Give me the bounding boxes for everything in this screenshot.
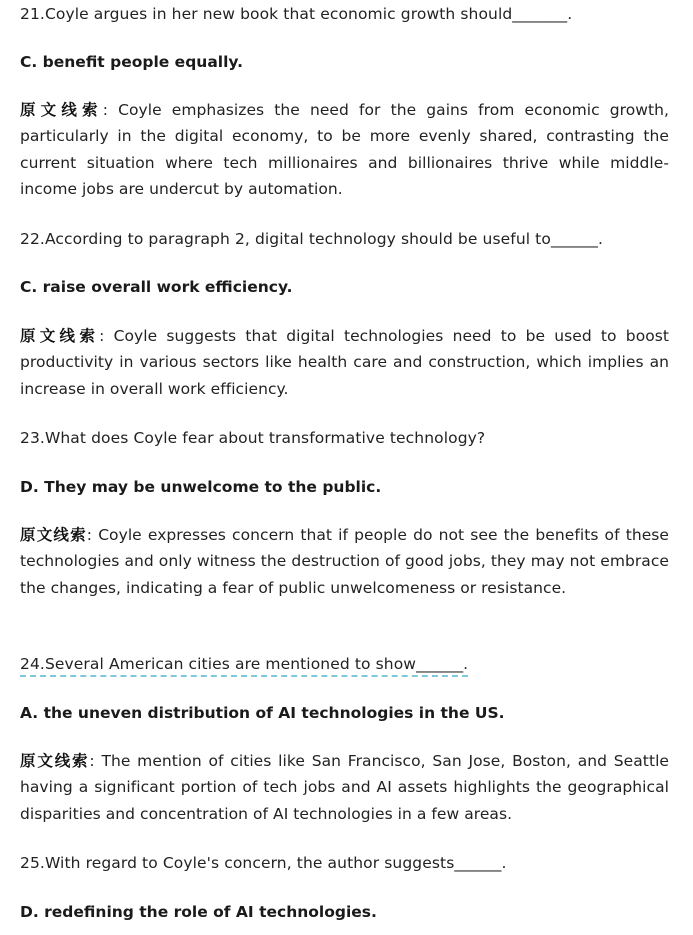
question-21: 21.Coyle argues in her new book that economic growth should_______.: [20, 5, 573, 23]
clue-label: 原文线索: [20, 752, 90, 770]
clue-24: [20, 748, 669, 827]
clue-separator: :: [89, 752, 102, 770]
clue-label: 原文线索: [20, 526, 87, 544]
clue-label: 原文线索: [20, 327, 100, 345]
answer-21: C. benefit people equally.: [20, 53, 243, 71]
clue-text: Coyle expresses concern that if people do not see the benefits of these technologies and only witness the destruction of good jobs, they may not embrace the changes, indicating a fear of public unwelcomeness or resistance.: [20, 526, 670, 597]
question-22: 22.According to paragraph 2, digital technology should be useful to______.: [20, 230, 604, 248]
clue-23: [20, 522, 669, 601]
clue-21: [20, 97, 669, 202]
answer-25: D. redefining the role of AI technologies.: [20, 903, 377, 921]
clue-separator: :: [102, 101, 119, 119]
answer-22: C. raise overall work efficiency.: [20, 278, 293, 296]
answer-23: D. They may be unwelcome to the public.: [20, 478, 382, 496]
clue-22: [20, 323, 669, 402]
answer-24: A. the uneven distribution of AI technologies in the US.: [20, 704, 505, 722]
clue-text: Coyle emphasizes the need for the gains from economic growth, particularly in the digital economy, to be more evenly shared, contrasting the current situation where tech millionaires and billionaires thrive while middle-income jobs are undercut by automation.: [20, 101, 670, 198]
clue-separator: :: [86, 526, 99, 544]
question-23: 23.What does Coyle fear about transformative technology?: [20, 429, 486, 447]
clue-label: 原文线索: [20, 101, 103, 119]
question-25: 25.With regard to Coyle's concern, the author suggests______.: [20, 854, 507, 872]
clue-separator: :: [99, 327, 114, 345]
clue-text: The mention of cities like San Francisco, San Jose, Boston, and Seattle having a significant portion of tech jobs and AI assets highlights the geographical disparities and concentration of AI technologies in a few areas.: [20, 752, 670, 823]
clue-text: Coyle suggests that digital technologies need to be used to boost productivity in various sectors like health care and construction, which implies an increase in overall work efficiency.: [20, 327, 670, 398]
question-24: 24.Several American cities are mentioned to show______.: [20, 653, 468, 677]
